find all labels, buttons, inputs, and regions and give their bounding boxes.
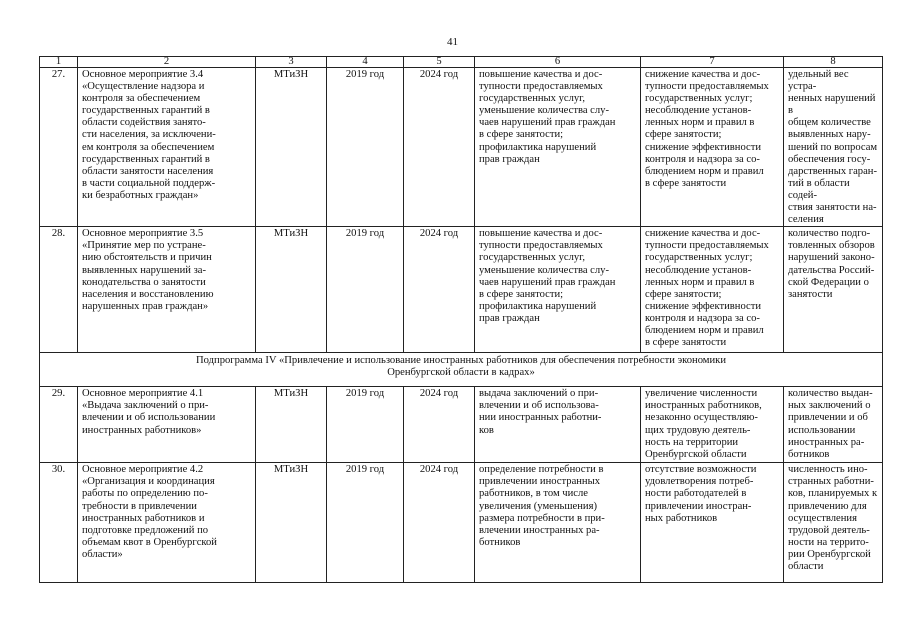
end-year: 2024 год — [404, 68, 475, 227]
measure-name: Основное мероприятие 4.2 «Организация и координация работы по определению по- требности в привлечении иностранных работников и подготовке предложений по объемам квот в Оренбургской области» — [78, 463, 256, 583]
indicator: удельный вес устра- ненных нарушений в общем количестве выявленных нару- шений по вопросам обеспечения госу- дарственных гаран- тий в области содей- ствия занятости на- селения — [784, 68, 883, 227]
header-cell: 3 — [256, 57, 327, 68]
executor: МТиЗН — [256, 387, 327, 463]
column-number-row — [40, 57, 883, 68]
end-year: 2024 год — [404, 463, 475, 583]
header-cell: 7 — [641, 57, 784, 68]
executor: МТиЗН — [256, 463, 327, 583]
table-row — [40, 463, 883, 583]
measure-name: Основное мероприятие 3.4 «Осуществление надзора и контроля за обеспечением государственных гарантий в области содействия занято- сти населения, за исключени- ем контроля за обеспечением государственных гарантий в области занятости населения в части социальной поддерж- ки безработных граждан» — [78, 68, 256, 227]
row-number: 30. — [40, 463, 78, 583]
non-implementation-consequences: снижение качества и дос- тупности предоставляемых государственных услуг; несоблюдение установ- ленных норм и правил в сфере занятости; снижение эффективности контроля и надзора за со- блюдением норм и правил в сфере занятости — [641, 68, 784, 227]
row-number: 27. — [40, 68, 78, 227]
page-number: 41 — [447, 36, 458, 48]
expected-result: повышение качества и дос- тупности предоставляемых государственных услуг, уменьшение количества слу- чаев нарушений прав граждан в сфере занятости; профилактика нарушений прав граждан — [475, 227, 641, 353]
row-number: 29. — [40, 387, 78, 463]
non-implementation-consequences: отсутствие возможности удовлетворения потреб- ности работодателей в привлечении иностран- ных работников — [641, 463, 784, 583]
expected-result: повышение качества и дос- тупности предоставляемых государственных услуг, уменьшение количества слу- чаев нарушений прав граждан в сфере занятости; профилактика нарушений прав граждан — [475, 68, 641, 227]
start-year: 2019 год — [327, 463, 404, 583]
header-cell: 8 — [784, 57, 883, 68]
non-implementation-consequences: снижение качества и дос- тупности предоставляемых государственных услуг; несоблюдение установ- ленных норм и правил в сфере занятости; снижение эффективности контроля и надзора за со- блюдением норм и правил в сфере занятости — [641, 227, 784, 353]
measures-table — [39, 56, 883, 583]
executor: МТиЗН — [256, 227, 327, 353]
indicator: количество выдан- ных заключений о привлечении и об использовании иностранных ра- ботников — [784, 387, 883, 463]
header-cell: 2 — [78, 57, 256, 68]
measure-name: Основное мероприятие 3.5 «Принятие мер по устране- нию обстоятельств и причин выявленных нарушений за- конодательства о занятости населения и восстановлению нарушенных прав граждан» — [78, 227, 256, 353]
non-implementation-consequences: увеличение численности иностранных работников, незаконно осуществляю- щих трудовую деятель- ность на территории Оренбургской области — [641, 387, 784, 463]
start-year: 2019 год — [327, 227, 404, 353]
table-row — [40, 387, 883, 463]
executor: МТиЗН — [256, 68, 327, 227]
header-cell: 6 — [475, 57, 641, 68]
start-year: 2019 год — [327, 68, 404, 227]
header-cell: 4 — [327, 57, 404, 68]
subprogram-title: Подпрограмма IV «Привлечение и использование иностранных работников для обеспечения потребности экономики Оренбургской области в кадрах» — [40, 353, 883, 387]
header-cell: 5 — [404, 57, 475, 68]
header-cell: 1 — [40, 57, 78, 68]
row-number: 28. — [40, 227, 78, 353]
table-row — [40, 227, 883, 353]
end-year: 2024 год — [404, 387, 475, 463]
start-year: 2019 год — [327, 387, 404, 463]
indicator: количество подго- товленных обзоров нарушений законо- дательства Россий- ской Федерации о занятости — [784, 227, 883, 353]
end-year: 2024 год — [404, 227, 475, 353]
measure-name: Основное мероприятие 4.1 «Выдача заключений о при- влечении и об использовании иностранных работников» — [78, 387, 256, 463]
expected-result: определение потребности в привлечении иностранных работников, в том числе увеличения (уменьшения) размера потребности в при- влечении иностранных ра- ботников — [475, 463, 641, 583]
indicator: численность ино- странных работни- ков, планируемых к привлечению для осуществления трудовой деятель- ности на террито- рии Оренбургской области — [784, 463, 883, 583]
table-row — [40, 68, 883, 227]
expected-result: выдача заключений о при- влечении и об использова- нии иностранных работни- ков — [475, 387, 641, 463]
subprogram-row — [40, 353, 883, 387]
